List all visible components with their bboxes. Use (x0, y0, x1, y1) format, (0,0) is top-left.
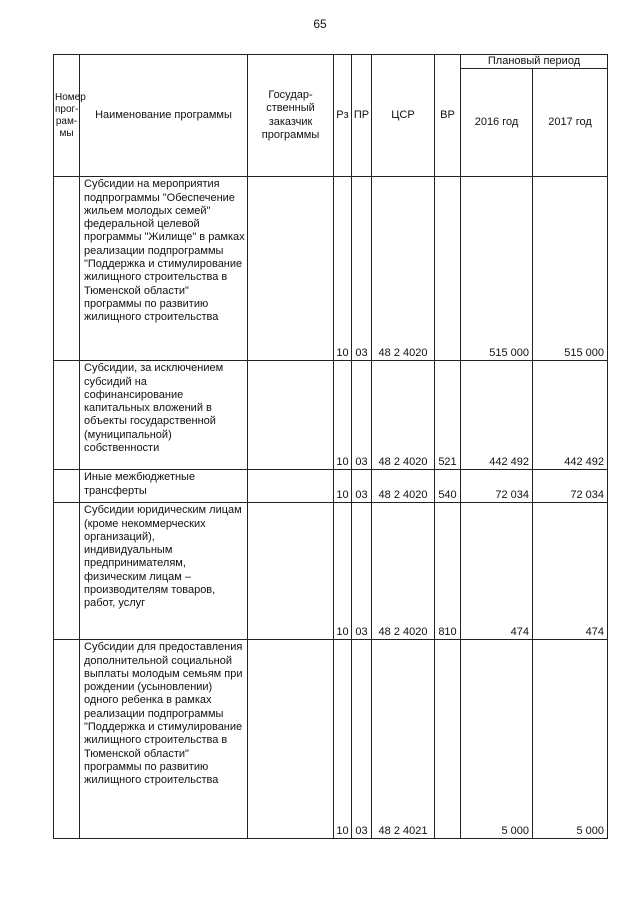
vr-cell (435, 177, 461, 361)
table-row (54, 470, 608, 503)
customer-cell (248, 640, 334, 839)
program-name-cell: Субсидии на мероприятия подпрограммы "Обеспечение жильем молодых семей" федеральной целевой программы "Жилище" в рамках реализации подпрограммы "Поддержка и стимулирование жилищного строительства в Тюменской области" программы по развитию жилищного строительства (80, 177, 248, 361)
rz-cell: 10 (334, 503, 352, 640)
value-2016-cell: 5 000 (461, 640, 533, 839)
value-2017-cell: 474 (533, 503, 608, 640)
header-program-name: Наименование программы (80, 55, 248, 177)
csr-cell: 48 2 4020 (372, 177, 435, 361)
value-2016-cell: 515 000 (461, 177, 533, 361)
customer-cell (248, 177, 334, 361)
value-2016-cell: 72 034 (461, 470, 533, 503)
header-pr: ПР (352, 55, 372, 177)
customer-cell (248, 503, 334, 640)
pr-cell: 03 (352, 177, 372, 361)
header-year-2016: 2016 год (461, 69, 533, 177)
table-row (54, 503, 608, 640)
rz-cell: 10 (334, 177, 352, 361)
csr-cell: 48 2 4020 (372, 361, 435, 470)
header-year-2017: 2017 год (533, 69, 608, 177)
pr-cell: 03 (352, 503, 372, 640)
program-number-cell (54, 361, 80, 470)
vr-cell: 540 (435, 470, 461, 503)
page-number: 65 (313, 17, 327, 31)
value-2017-cell: 72 034 (533, 470, 608, 503)
table-row (54, 640, 608, 839)
program-name-cell: Субсидии юридическим лицам (кроме некоммерческих организаций), индивидуальным предпринимателям, физическим лицам – производителям товаров, работ, услуг (80, 503, 248, 640)
pr-cell: 03 (352, 640, 372, 839)
csr-cell: 48 2 4021 (372, 640, 435, 839)
program-name-cell: Субсидии, за исключением субсидий на софинансирование капитальных вложений в объекты государственной (муниципальной) собственности (80, 361, 248, 470)
rz-cell: 10 (334, 640, 352, 839)
table-row (54, 177, 608, 361)
csr-cell: 48 2 4020 (372, 470, 435, 503)
customer-cell (248, 361, 334, 470)
value-2017-cell: 515 000 (533, 177, 608, 361)
rz-cell: 10 (334, 361, 352, 470)
rz-cell: 10 (334, 470, 352, 503)
program-name-cell: Иные межбюджетные трансферты (80, 470, 248, 503)
vr-cell: 810 (435, 503, 461, 640)
program-number-cell (54, 177, 80, 361)
program-number-cell (54, 503, 80, 640)
vr-cell (435, 640, 461, 839)
value-2017-cell: 5 000 (533, 640, 608, 839)
budget-table (53, 54, 608, 839)
value-2016-cell: 442 492 (461, 361, 533, 470)
program-number-cell (54, 640, 80, 839)
program-number-cell (54, 470, 80, 503)
header-csr: ЦСР (372, 55, 435, 177)
pr-cell: 03 (352, 361, 372, 470)
csr-cell: 48 2 4020 (372, 503, 435, 640)
pr-cell: 03 (352, 470, 372, 503)
vr-cell: 521 (435, 361, 461, 470)
table-row (54, 361, 608, 470)
header-vr: ВР (435, 55, 461, 177)
program-name-cell: Субсидии для предоставления дополнительной социальной выплаты молодым семьям при рождении (усыновлении) одного ребенка в рамках реализации подпрограммы "Поддержка и стимулирование жилищного строительства в Тюменской области" программы по развитию жилищного строительства (80, 640, 248, 839)
header-state-customer: Государ- ственный заказчик программы (248, 55, 334, 177)
value-2017-cell: 442 492 (533, 361, 608, 470)
customer-cell (248, 470, 334, 503)
header-planned-period: Плановый период (461, 55, 608, 69)
value-2016-cell: 474 (461, 503, 533, 640)
header-rz: Рз (334, 55, 352, 177)
header-program-number: Номер прог- рам- мы (54, 55, 80, 177)
